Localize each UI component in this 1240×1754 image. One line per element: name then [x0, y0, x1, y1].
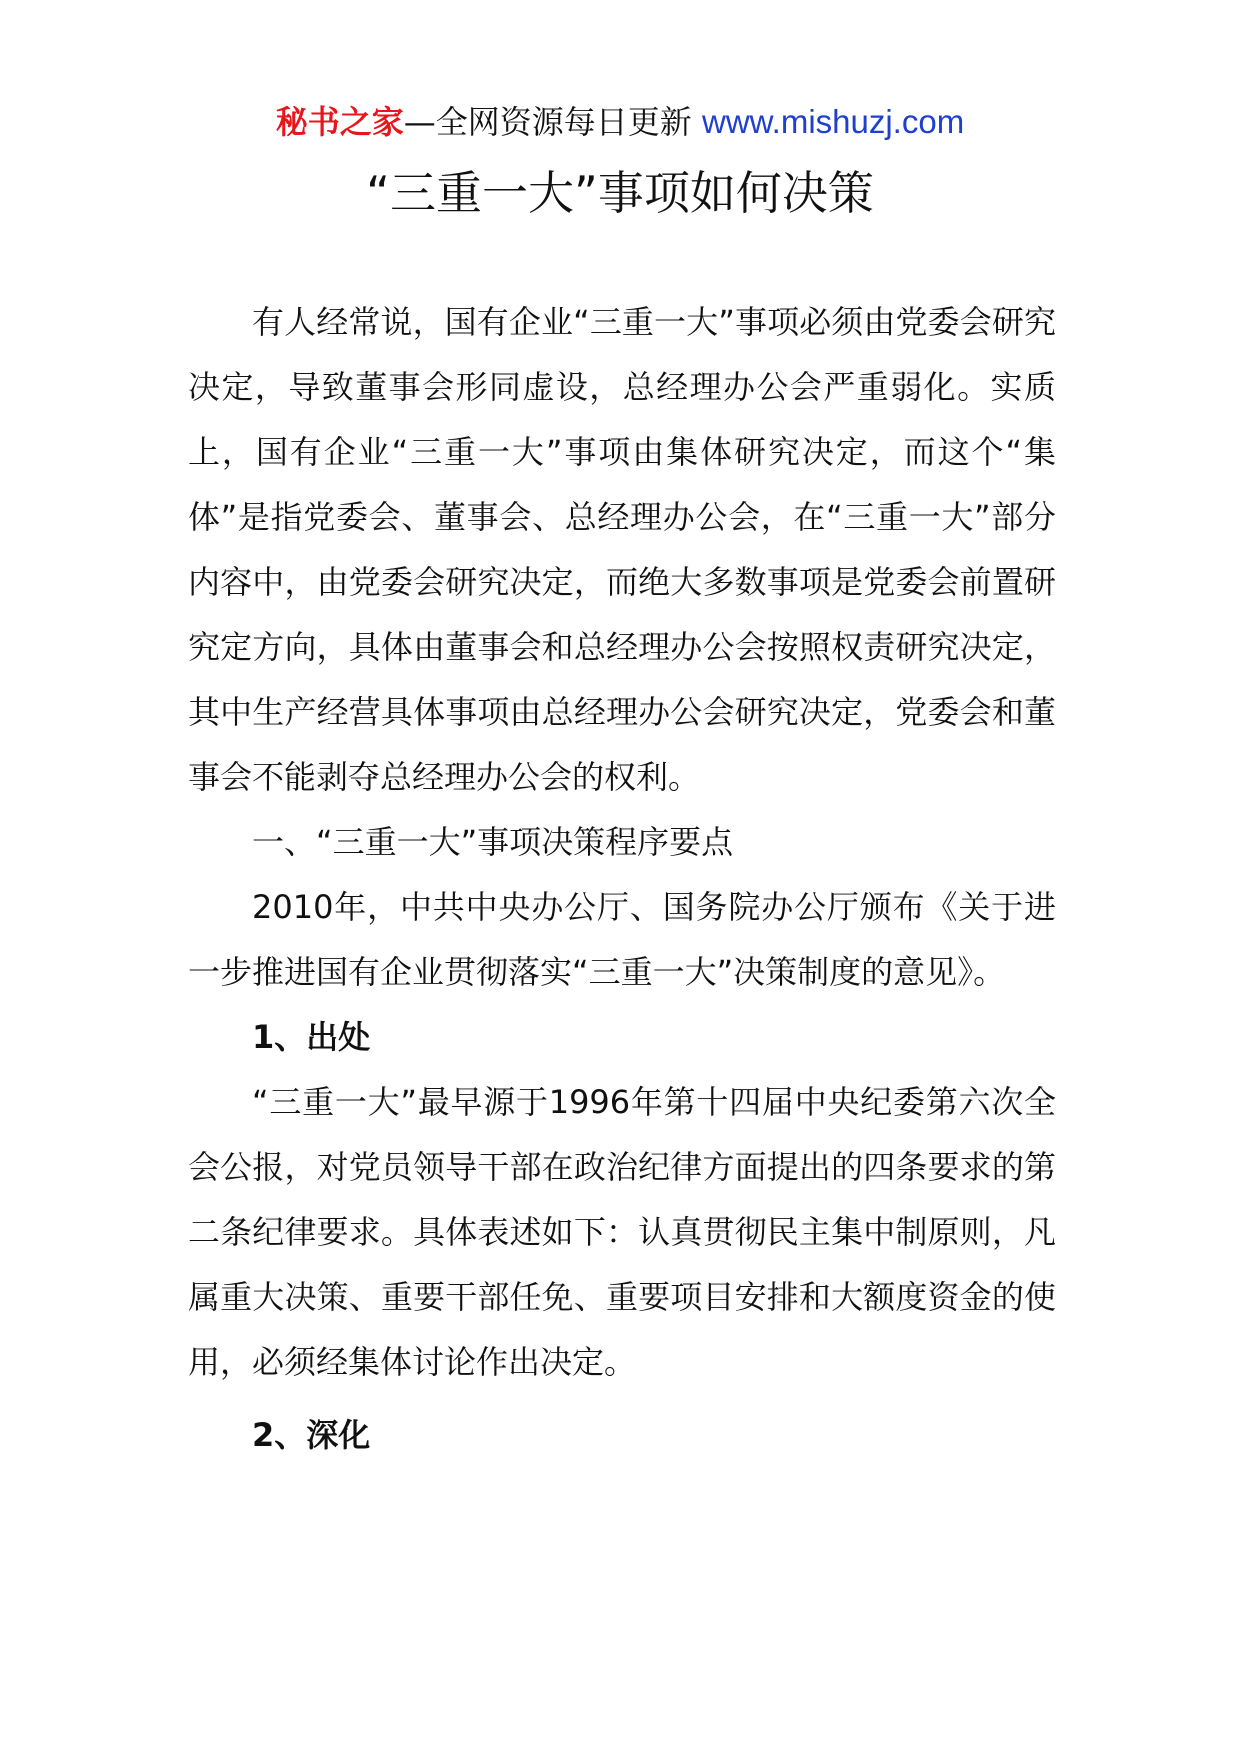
paragraph-2010-opinion: 2010年，中共中央办公厅、国务院办公厅颁布《关于进一步推进国有企业贯彻落实“三重一大”决策制度的意见》。 — [188, 888, 1056, 991]
brand-name: 秘书之家 — [275, 103, 404, 141]
paragraph-origin: “三重一大”最早源于1996年第十四届中央纪委第六次全会公报，对党员领导干部在政治纪律方面提出的四条要求的第二条纪律要求。具体表述如下：认真贯彻民主集中制原则，凡属重大决策、重要干部任免、重要项目安排和大额度资金的使用，必须经集体讨论作出决定。 — [188, 1083, 1056, 1381]
subheading-deepen: 2、深化 — [252, 1416, 371, 1454]
section-heading-1: 一、“三重一大”事项决策程序要点 — [252, 823, 734, 861]
document-body — [188, 290, 1056, 1468]
banner-slogan: —全网资源每日更新 — [403, 103, 702, 141]
site-banner — [0, 100, 1240, 144]
subheading-origin: 1、出处 — [252, 1018, 371, 1056]
document-title: “三重一大”事项如何决策 — [366, 166, 874, 220]
paragraph-intro: 有人经常说，国有企业“三重一大”事项必须由党委会研究决定，导致董事会形同虚设，总经理办公会严重弱化。实质上，国有企业“三重一大”事项由集体研究决定，而这个“集体”是指党委会、董事会、总经理办公会，在“三重一大”部分内容中，由党委会研究决定，而绝大多数事项是党委会前置研究定方向，具体由董事会和总经理办公会按照权责研究决定，其中生产经营具体事项由总经理办公会研究决定，党委会和董事会不能剥夺总经理办公会的权利。 — [188, 303, 1056, 796]
site-url-link[interactable]: www.mishuzj.com — [701, 103, 965, 140]
